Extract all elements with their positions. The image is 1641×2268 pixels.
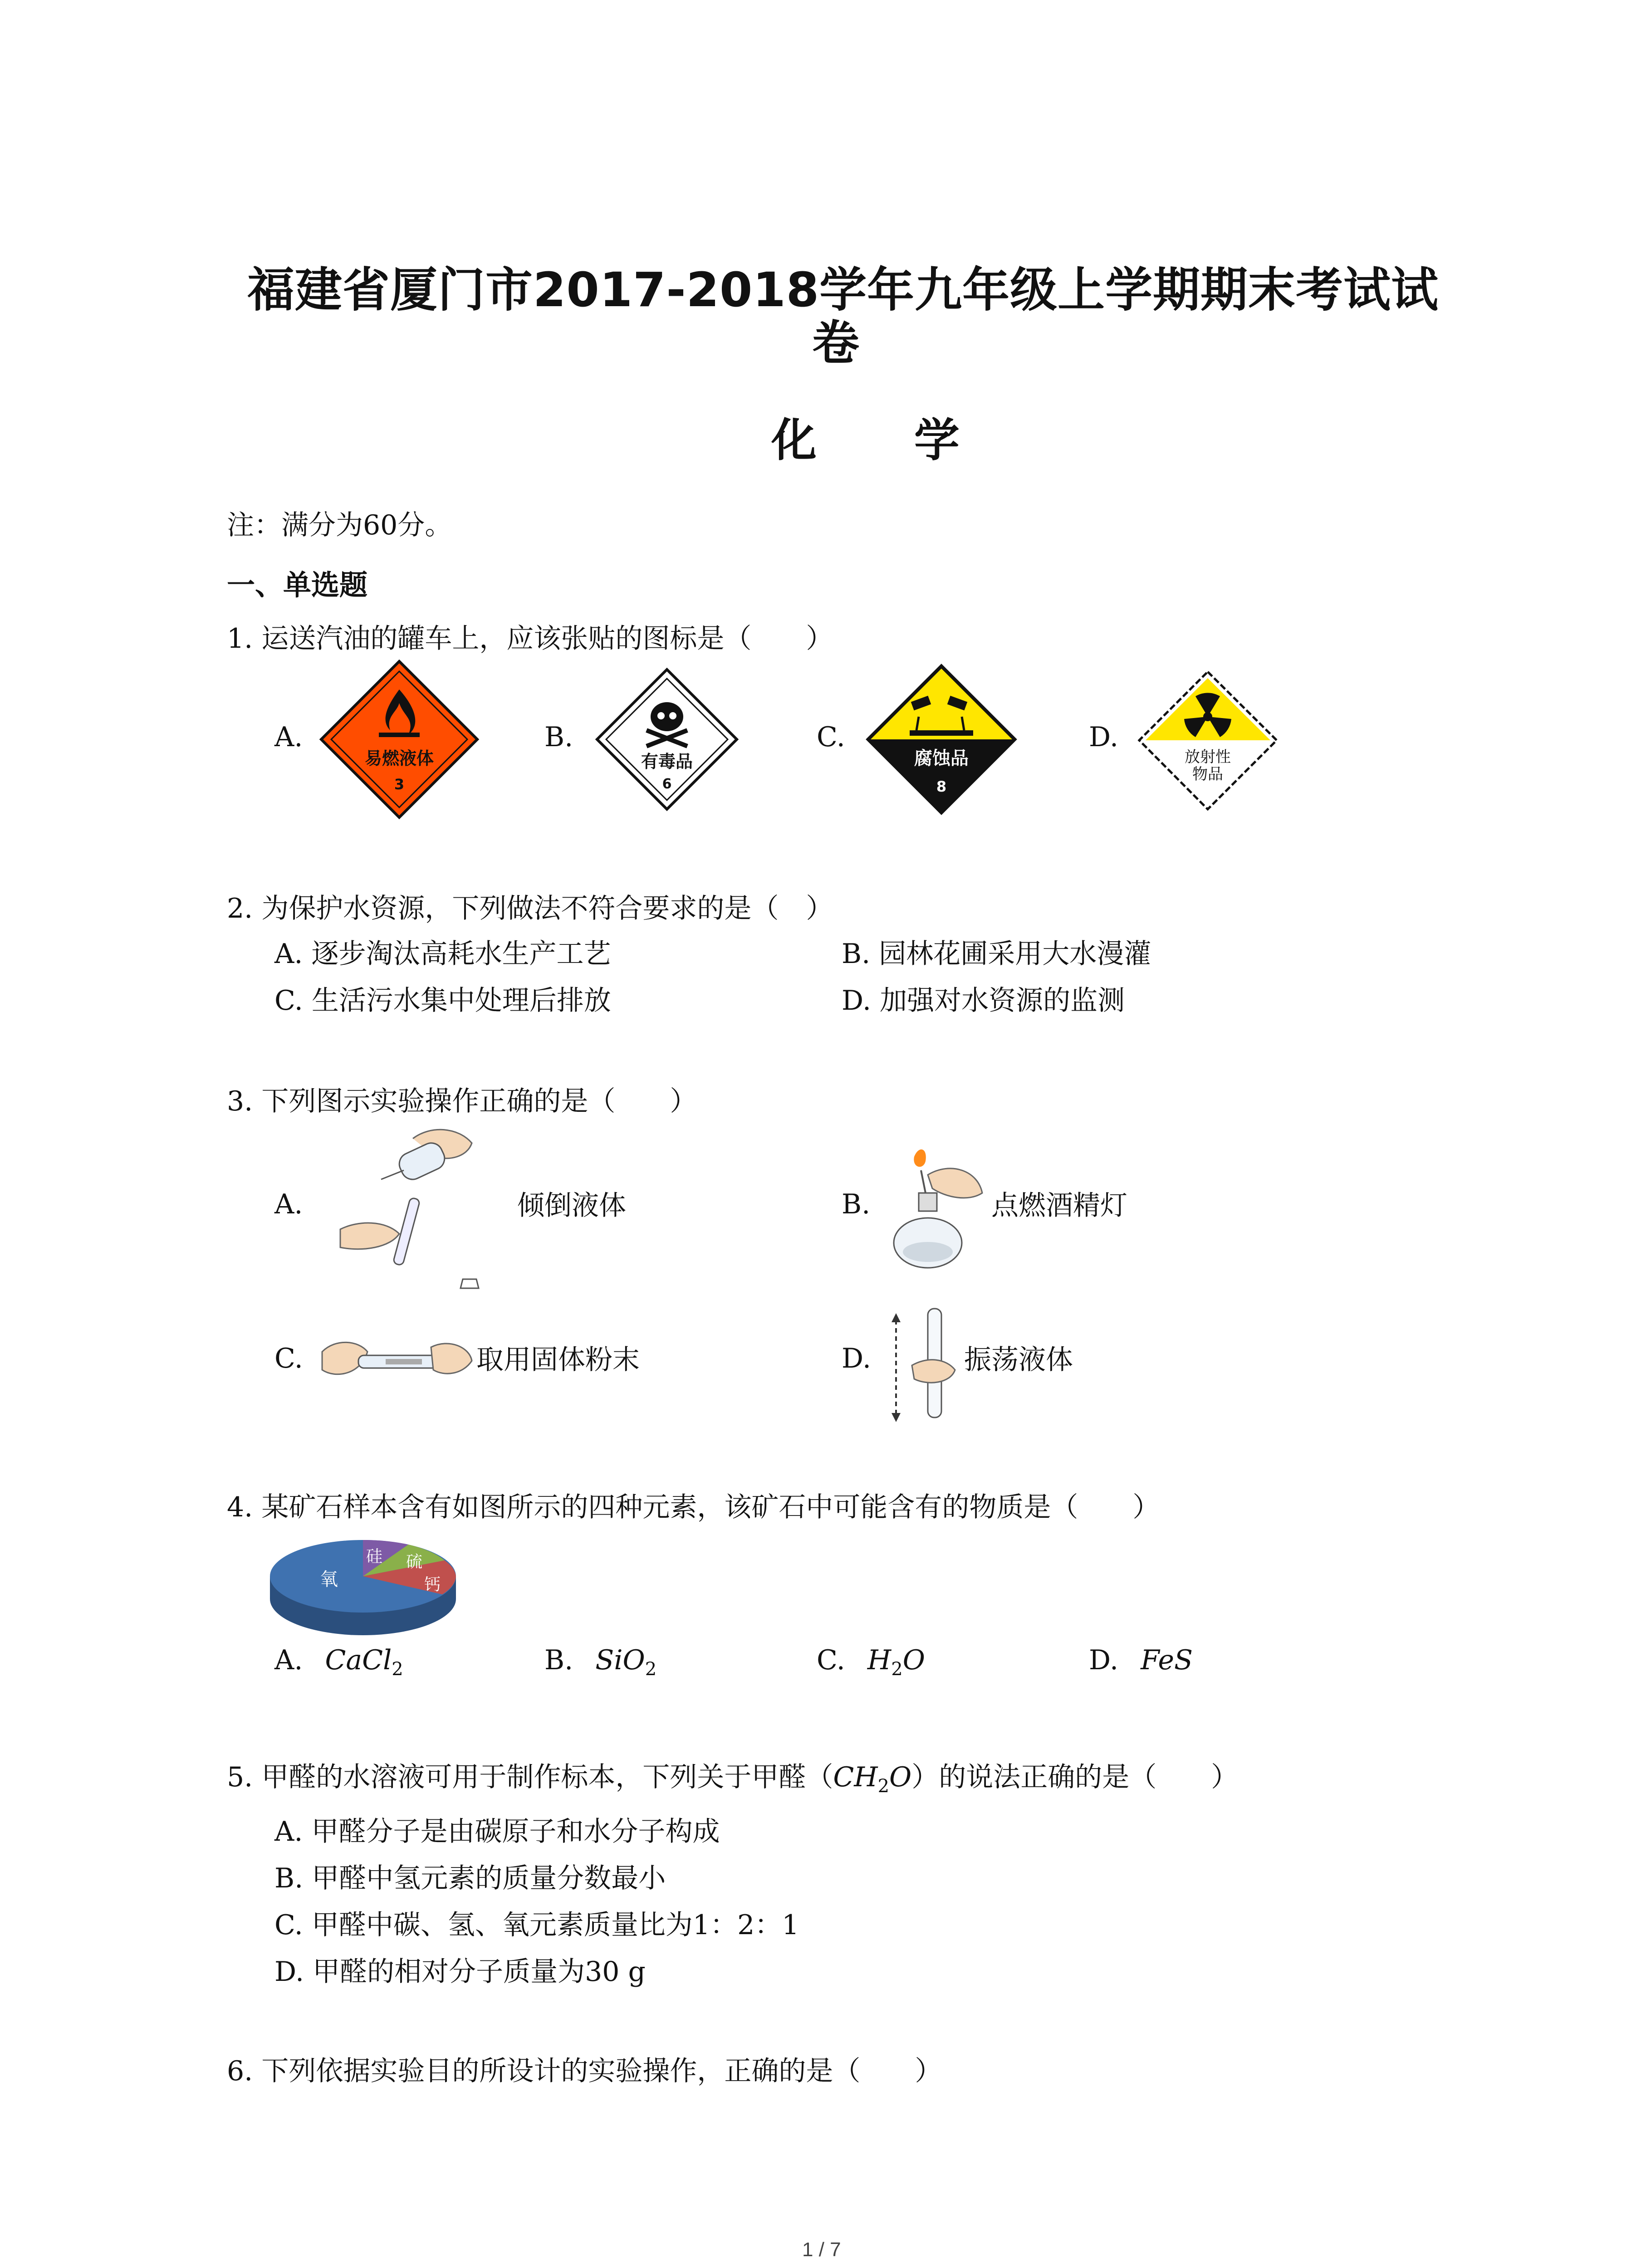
q4-option-c-subscript: 2	[891, 1659, 903, 1680]
question-6-stem: 6. 下列依据实验目的所设计的实验操作，正确的是（ ）	[227, 2055, 942, 2087]
sign-b-number: 6	[662, 776, 672, 792]
q4-option-c-formula: H	[867, 1644, 892, 1676]
q4-option-b-letter: B.	[544, 1644, 573, 1676]
q5-stem-subscript: 2	[877, 1776, 890, 1797]
q5-stem-formula: CH	[833, 1761, 878, 1793]
q4-option-d-formula: FeS	[1141, 1644, 1193, 1676]
radioactive-sign-icon	[1136, 669, 1279, 812]
q1-option-d-letter: D.	[1089, 721, 1119, 753]
page-title: 福建省厦门市2017-2018学年九年级上学期期末考试试	[247, 262, 1439, 318]
pour-liquid-illustration-icon	[322, 1120, 513, 1302]
q1-option-c-letter: C.	[817, 721, 845, 753]
q3-option-d-letter: D.	[842, 1343, 872, 1374]
q5-stem-after: ）的说法正确的是（ ）	[911, 1761, 1239, 1793]
pie-label-sulfur: 硫	[406, 1553, 423, 1571]
pie-label-calcium: 钙	[424, 1575, 441, 1594]
q4-option-a-letter: A.	[274, 1644, 303, 1676]
q3-option-a-caption: 倾倒液体	[517, 1190, 626, 1222]
powder-illustration-icon	[318, 1325, 474, 1397]
q4-option-a-formula: CaCl	[325, 1644, 392, 1676]
q3-option-c-caption: 取用固体粉末	[476, 1344, 640, 1376]
section-heading: 一、单选题	[227, 568, 368, 601]
pie-label-silicon: 硅	[366, 1547, 383, 1566]
alcohol-lamp-illustration-icon	[887, 1143, 996, 1275]
q3-option-a-letter: A.	[274, 1188, 303, 1220]
q5-stem-formula-tail: O	[889, 1761, 912, 1793]
sign-c-number: 8	[936, 778, 947, 795]
question-3-stem: 3. 下列图示实验操作正确的是（ ）	[227, 1085, 697, 1117]
q3-option-b-letter: B.	[842, 1188, 871, 1220]
q2-option-d: D. 加强对水资源的监测	[842, 985, 1125, 1017]
sign-a-label: 易燃液体	[364, 748, 434, 768]
q1-option-b-letter: B.	[544, 721, 573, 753]
pie-label-oxygen: 氧	[320, 1569, 338, 1590]
q5-option-c: C. 甲醛中碳、氢、氧元素质量比为1：2：1	[274, 1909, 799, 1941]
question-1-stem: 1. 运送汽油的罐车上，应该张贴的图标是（ ）	[227, 623, 833, 655]
q5-stem-before: 5. 甲醛的水溶液可用于制作标本，下列关于甲醛（	[227, 1761, 833, 1793]
shake-tube-illustration-icon	[887, 1306, 964, 1424]
q4-option-a-subscript: 2	[392, 1659, 403, 1680]
q3-option-c-letter: C.	[274, 1343, 303, 1374]
flammable-liquid-sign-icon	[318, 658, 481, 821]
sign-d-label-line1: 放射性	[1185, 748, 1231, 766]
q4-option-d	[1089, 1644, 1193, 1676]
question-4-stem: 4. 某矿石样本含有如图所示的四种元素，该矿石中可能含有的物质是（ ）	[227, 1491, 1160, 1523]
sign-c-label: 腐蚀品	[914, 748, 969, 769]
subject-heading: 化 学	[771, 414, 1000, 467]
q1-option-a-letter: A.	[274, 721, 303, 753]
sign-d-label-line2: 物品	[1192, 765, 1223, 783]
q4-option-b	[544, 1644, 656, 1680]
q5-option-b: B. 甲醛中氢元素的质量分数最小	[274, 1862, 666, 1894]
q5-option-a: A. 甲醛分子是由碳原子和水分子构成	[274, 1816, 720, 1848]
question-5-stem	[227, 1755, 1238, 1797]
q2-option-c: C. 生活污水集中处理后排放	[274, 985, 611, 1017]
q4-option-a	[274, 1644, 403, 1680]
q4-option-d-letter: D.	[1089, 1644, 1119, 1676]
q3-option-d-caption: 振荡液体	[964, 1344, 1073, 1376]
q4-option-c	[817, 1644, 925, 1680]
sign-a-number: 3	[394, 776, 405, 793]
q2-option-a: A. 逐步淘汰高耗水生产工艺	[274, 938, 611, 970]
q4-option-c-letter: C.	[817, 1644, 845, 1676]
q4-option-c-formula-tail: O	[902, 1644, 925, 1676]
q4-option-b-formula: SiO	[595, 1644, 645, 1676]
sign-b-label: 有毒品	[641, 752, 693, 772]
score-note: 注：满分为60分。	[227, 509, 452, 541]
page-title-continued: 卷	[812, 315, 860, 371]
question-2-stem: 2. 为保护水资源，下列做法不符合要求的是（ ）	[227, 893, 833, 924]
q3-option-b-caption: 点燃酒精灯	[991, 1190, 1127, 1222]
element-pie-chart	[265, 1531, 465, 1640]
q2-option-b: B. 园林花圃采用大水漫灌	[842, 938, 1151, 970]
corrosive-sign-icon	[864, 662, 1019, 816]
q5-option-d: D. 甲醛的相对分子质量为30 g	[274, 1956, 646, 1988]
toxic-sign-icon	[594, 667, 740, 812]
q4-option-b-subscript: 2	[645, 1659, 657, 1680]
page-number: 1 / 7	[802, 2239, 841, 2261]
